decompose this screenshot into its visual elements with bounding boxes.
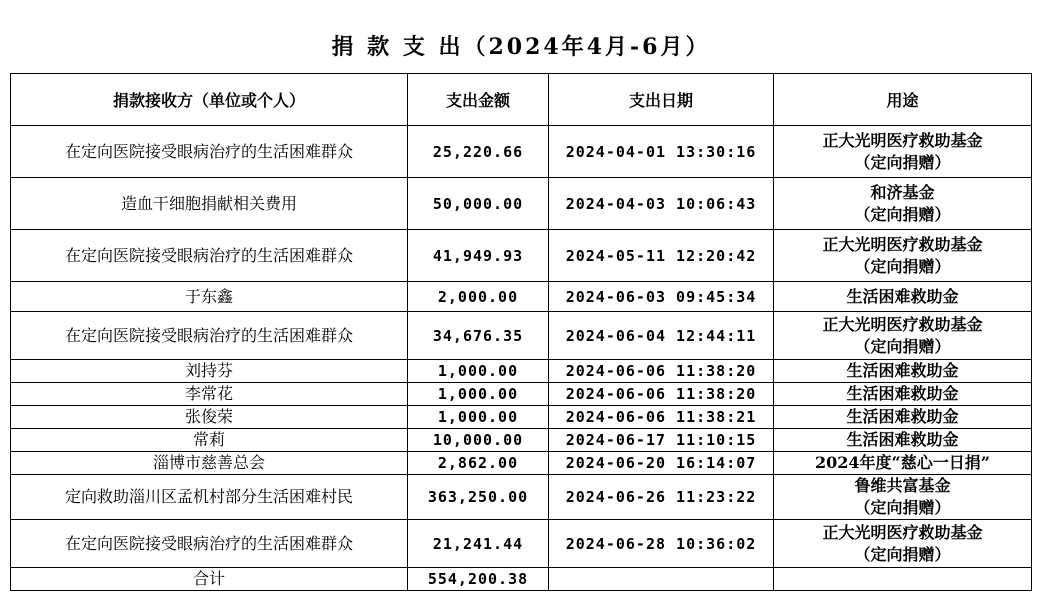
date-cell: 2024-06-26 11:23:22 [549,475,774,520]
date-cell: 2024-04-01 13:30:16 [549,126,774,178]
recipient-cell: 在定向医院接受眼病治疗的生活困难群众 [11,126,408,178]
table-row [11,429,1032,452]
purpose-note: （定向捐赠） [854,336,951,356]
recipient-cell: 在定向医院接受眼病治疗的生活困难群众 [11,230,408,282]
table-row [11,282,1032,312]
purpose-cell: 生活困难救助金 [774,429,1032,452]
purpose-cell [774,230,1032,282]
total-purpose-empty [774,568,1032,591]
purpose-cell: 生活困难救助金 [774,406,1032,429]
total-label: 合计 [11,568,408,591]
amount-cell: 1,000.00 [408,406,549,429]
date-cell: 2024-06-17 11:10:15 [549,429,774,452]
purpose-note: （定向捐赠） [854,544,951,564]
total-row [11,568,1032,591]
purpose-note: （定向捐赠） [854,256,951,276]
recipient-cell: 在定向医院接受眼病治疗的生活困难群众 [11,312,408,360]
recipient-cell: 张俊荣 [11,406,408,429]
table-row [11,520,1032,568]
amount-cell: 34,676.35 [408,312,549,360]
date-cell: 2024-06-20 16:14:07 [549,452,774,475]
date-cell: 2024-06-06 11:38:20 [549,360,774,383]
table-row [11,360,1032,383]
table-row [11,406,1032,429]
purpose-cell [774,178,1032,230]
purpose-cell: 2024年度“慈心一日捐” [774,452,1032,475]
purpose-cell [774,475,1032,520]
purpose-note: （定向捐赠） [854,204,951,224]
table-row [11,383,1032,406]
date-cell: 2024-06-04 12:44:11 [549,312,774,360]
purpose-line: 正大光明医疗救助基金 [822,522,983,542]
amount-cell: 21,241.44 [408,520,549,568]
purpose-note: （定向捐赠） [854,152,951,172]
purpose-cell: 生活困难救助金 [774,282,1032,312]
page-title: 捐 款 支 出（2024年4月-6月） [331,34,711,60]
purpose-cell: 生活困难救助金 [774,383,1032,406]
recipient-cell: 常莉 [11,429,408,452]
recipient-cell: 于东鑫 [11,282,408,312]
table-row [11,230,1032,282]
expense-table [10,73,1032,591]
recipient-cell: 造血干细胞捐献相关费用 [11,178,408,230]
amount-cell: 50,000.00 [408,178,549,230]
total-amount: 554,200.38 [408,568,549,591]
amount-cell: 25,220.66 [408,126,549,178]
amount-cell: 10,000.00 [408,429,549,452]
purpose-cell: 生活困难救助金 [774,360,1032,383]
amount-cell: 2,000.00 [408,282,549,312]
purpose-line: 正大光明医疗救助基金 [822,234,983,254]
date-cell: 2024-06-03 09:45:34 [549,282,774,312]
purpose-line: 鲁维共富基金 [854,476,951,495]
purpose-cell [774,312,1032,360]
header-row [11,74,1032,126]
recipient-cell: 在定向医院接受眼病治疗的生活困难群众 [11,520,408,568]
purpose-line: 正大光明医疗救助基金 [822,130,983,150]
recipient-cell: 刘持芬 [11,360,408,383]
recipient-cell: 定向救助淄川区孟机村部分生活困难村民 [11,475,408,520]
total-date-empty [549,568,774,591]
purpose-note: （定向捐赠） [854,498,951,517]
header-recipient: 捐款接收方（单位或个人） [11,74,408,126]
purpose-cell [774,520,1032,568]
date-cell: 2024-04-03 10:06:43 [549,178,774,230]
amount-cell: 363,250.00 [408,475,549,520]
date-cell: 2024-06-28 10:36:02 [549,520,774,568]
amount-cell: 1,000.00 [408,360,549,383]
header-purpose: 用途 [774,74,1032,126]
table-row [11,312,1032,360]
table-row [11,126,1032,178]
recipient-cell: 淄博市慈善总会 [11,452,408,475]
purpose-line: 和济基金 [870,182,935,202]
table-row [11,475,1032,520]
amount-cell: 1,000.00 [408,383,549,406]
table-row [11,452,1032,475]
date-cell: 2024-06-06 11:38:20 [549,383,774,406]
date-cell: 2024-05-11 12:20:42 [549,230,774,282]
header-date: 支出日期 [549,74,774,126]
recipient-cell: 李常花 [11,383,408,406]
amount-cell: 41,949.93 [408,230,549,282]
header-amount: 支出金额 [408,74,549,126]
purpose-cell [774,126,1032,178]
purpose-line: 正大光明医疗救助基金 [822,314,983,334]
table-row [11,178,1032,230]
amount-cell: 2,862.00 [408,452,549,475]
date-cell: 2024-06-06 11:38:21 [549,406,774,429]
